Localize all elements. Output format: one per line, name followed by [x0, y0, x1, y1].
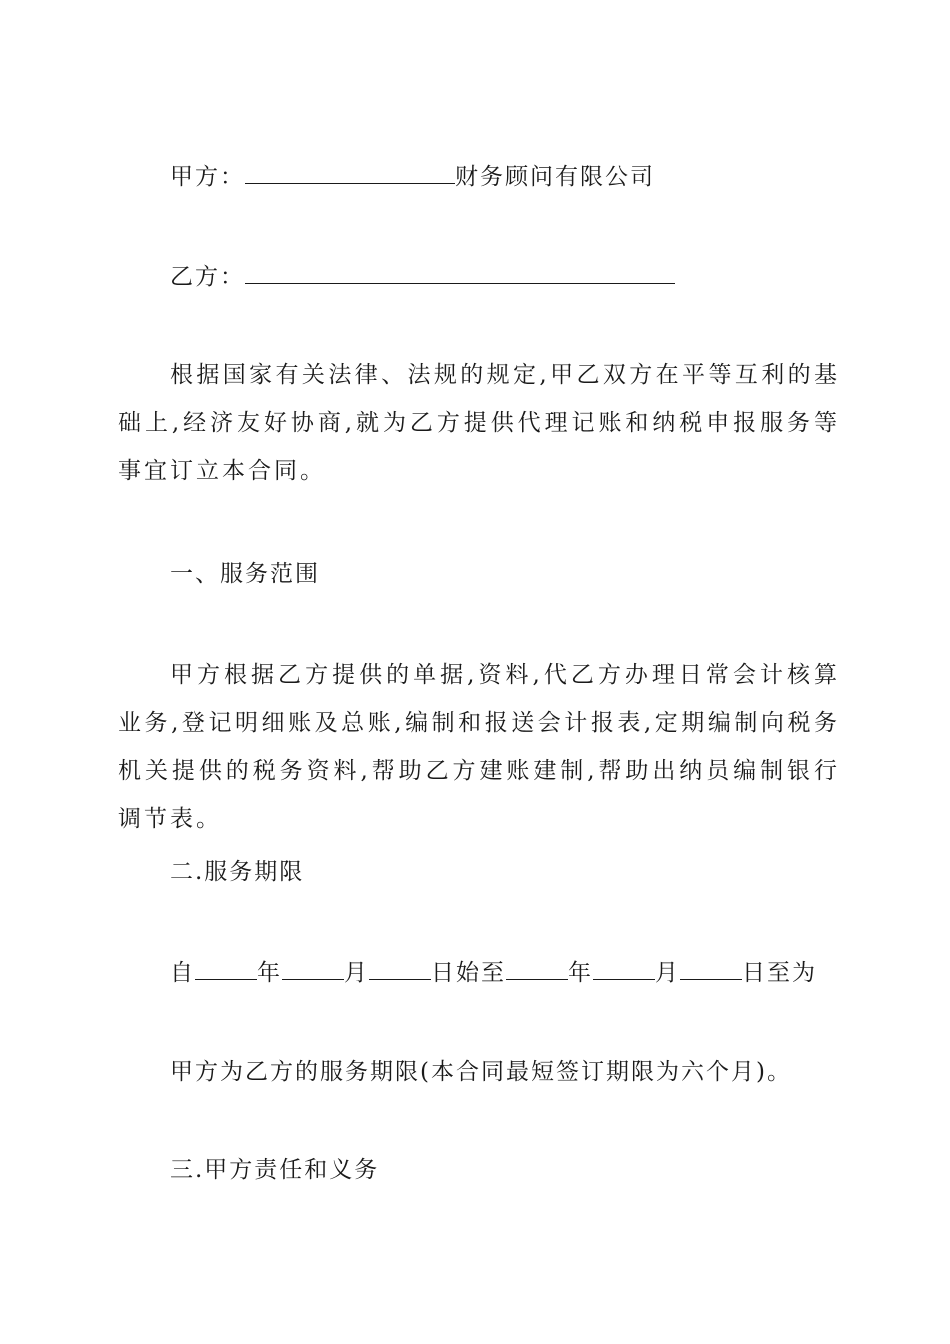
party-b-label: 乙方：	[170, 264, 245, 290]
section2-heading: 二.服务期限	[170, 859, 305, 885]
end-year-blank[interactable]	[506, 949, 568, 980]
section1-heading: 一、服务范围	[170, 561, 320, 587]
end-day-label: 日至为	[742, 960, 817, 986]
start-month-label: 月	[344, 960, 369, 986]
date-from-label: 自	[170, 960, 195, 986]
party-a-suffix: 财务顾问有限公司	[455, 164, 655, 190]
section1-body: 甲方根据乙方提供的单据,资料,代乙方办理日常会计核算业务,登记明细账及总账,编制和报送会计报表,定期编制向税务机关提供的税务资料,帮助乙方建账建制,帮助出纳员编制银行调节表。	[118, 662, 840, 832]
end-month-label: 月	[655, 960, 680, 986]
start-day-blank[interactable]	[369, 949, 431, 980]
end-month-blank[interactable]	[593, 949, 655, 980]
start-day-label: 日始至	[431, 960, 506, 986]
party-a-name-blank[interactable]	[245, 153, 455, 184]
party-a-label: 甲方：	[170, 164, 245, 190]
party-b-line	[170, 253, 890, 300]
intro-paragraph: 根据国家有关法律、法规的规定,甲乙双方在平等互利的基础上,经济友好协商,就为乙方提供代理记账和纳税申报服务等事宜订立本合同。	[118, 362, 840, 484]
start-month-blank[interactable]	[282, 949, 344, 980]
section2-body: 甲方为乙方的服务期限(本合同最短签订期限为六个月)。	[170, 1059, 792, 1085]
party-a-line	[170, 153, 890, 200]
party-b-name-blank[interactable]	[245, 253, 675, 284]
start-year-label: 年	[257, 960, 282, 986]
start-year-blank[interactable]	[195, 949, 257, 980]
end-day-blank[interactable]	[680, 949, 742, 980]
section3-heading: 三.甲方责任和义务	[170, 1157, 380, 1183]
end-year-label: 年	[568, 960, 593, 986]
service-period-date-line	[170, 949, 890, 996]
